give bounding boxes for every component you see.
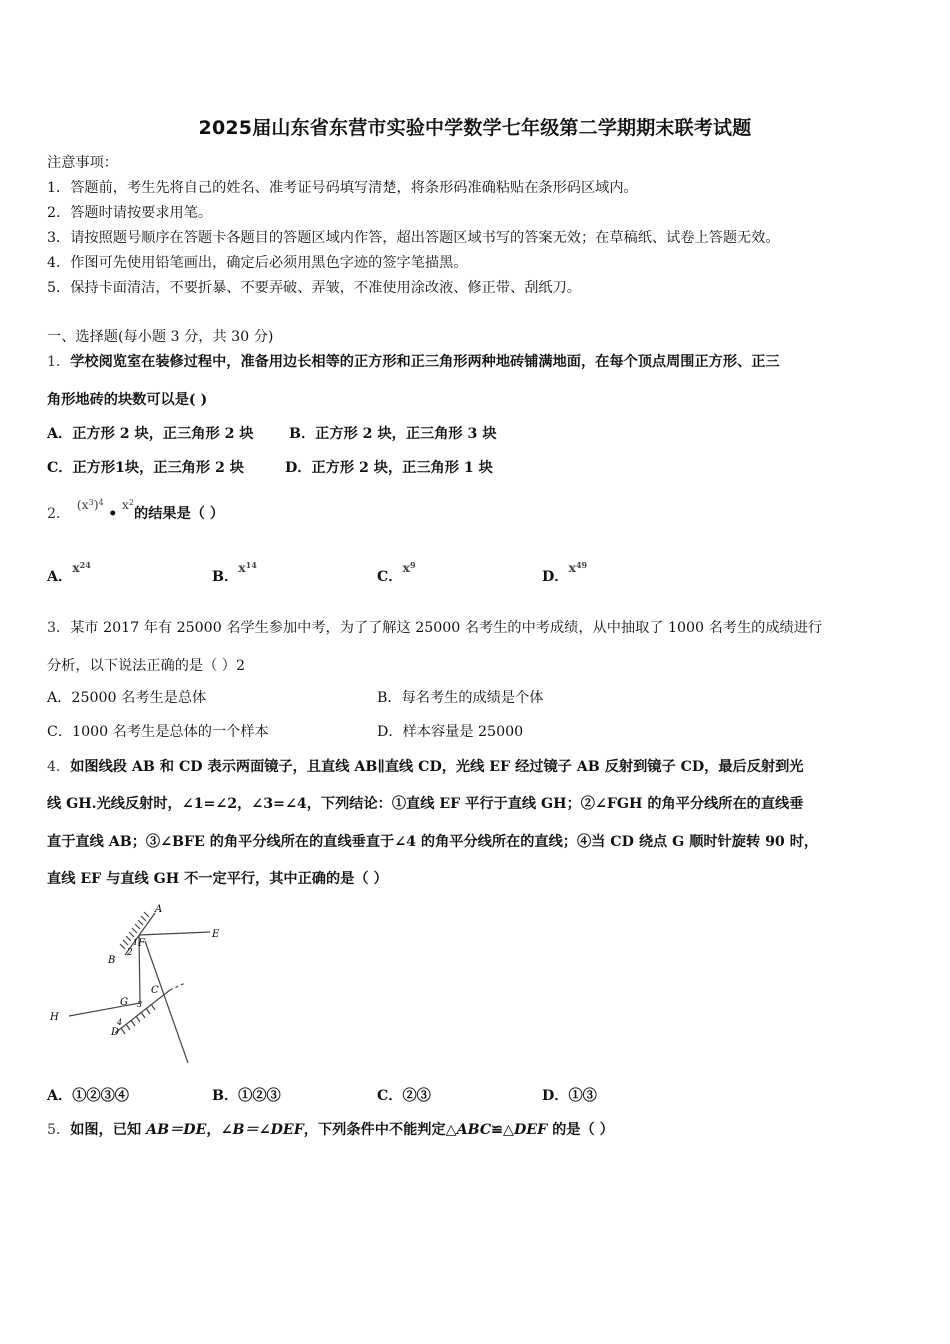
power-expression: $(x^3)^4$: [76, 497, 104, 512]
question-4-line-3: 直于直线 AB；③∠BFE 的角平分线所在的直线垂直于∠4 的角平分线所在的直线；④当 CD 绕点 G 顺时针旋转 90 时，: [47, 834, 819, 850]
mirror-reflection-figure: [45, 895, 235, 1070]
q4-option-d: D．①③: [542, 1088, 597, 1104]
notice-item-5: 5．保持卡面清洁，不要折暴、不要弄破、弄皱，不准使用涂改液、修正带、刮纸刀。: [47, 280, 581, 296]
question-1-line-2: 角形地砖的块数可以是( ): [47, 392, 208, 408]
notice-item-1: 1．答题前，考生先将自己的姓名、准考证号码填写清楚，将条形码准确粘贴在条形码区域内。: [47, 180, 638, 196]
question-4-line-4: 直线 EF 与直线 GH 不一定平行，其中正确的是（ ）: [47, 871, 388, 887]
q2-option-b: B．$x^{14}$: [212, 560, 257, 585]
label-h: H: [50, 1012, 59, 1023]
question-text: 某市 2017 年有 25000 名学生参加中考，为了了解这 25000 名考生的中考成绩，从中抽取了 1000 名考生的成绩进行: [70, 620, 823, 636]
q2-option-c: C．$x^9$: [377, 560, 416, 585]
question-1-line-1: [47, 351, 780, 371]
q1-option-c: C．正方形1块，正三角形 2 块: [47, 460, 244, 476]
page-title: 2025届山东省东营市实验中学数学七年级第二学期期末联考试题: [198, 117, 752, 139]
label-a: A: [155, 904, 163, 915]
q1-option-d: D．正方形 2 块，正三角形 1 块: [285, 460, 493, 476]
label-e: E: [212, 929, 220, 940]
question-5: 5．如图，已知 AB＝DE，∠B＝∠DEF，下列条件中不能判定△ABC≌△DEF 的是（ ）: [47, 1122, 614, 1138]
question-text: 如图线段 AB 和 CD 表示两面镜子，且直线 AB∥直线 CD，光线 EF 经过镜子 AB 反射到镜子 CD，最后反射到光: [70, 759, 804, 775]
question-number: 4．: [47, 759, 71, 775]
section-heading: 一、选择题(每小题 3 分，共 30 分): [47, 329, 274, 345]
question-number: 2．: [47, 506, 71, 522]
label-g: G: [120, 997, 128, 1008]
ray-ef: [139, 932, 210, 935]
question-text: 学校阅览室在装修过程中，准备用边长相等的正方形和正三角形两种地砖铺满地面，在每个顶点周围正方形、正三: [70, 354, 780, 370]
question-text: 的结果是（ ）: [134, 506, 225, 522]
dashed-extension: [170, 983, 185, 990]
question-2: [47, 497, 225, 523]
power-expression: $x^9$: [402, 560, 416, 575]
notice-item-3: 3．请按照题号顺序在答题卡各题目的答题区域内作答，超出答题区域书写的答案无效；在草稿纸、试卷上答题无效。: [47, 230, 780, 246]
q3-option-a: A．25000 名考生是总体: [47, 690, 207, 706]
question-number: 1．: [47, 354, 71, 370]
q1-option-b: B．正方形 2 块，正三角形 3 块: [289, 426, 497, 442]
power-expression: $x^{24}$: [72, 560, 91, 575]
multiply-dot: •: [108, 506, 118, 522]
q3-option-d: D．样本容量是 25000: [377, 724, 524, 740]
question-4-line-1: [47, 756, 803, 776]
q1-option-a: A．正方形 2 块，正三角形 2 块: [47, 426, 254, 442]
notice-item-4: 4．作图可先使用铅笔画出，确定后必须用黑色字迹的签字笔描黑。: [47, 255, 468, 271]
ray-gh: [69, 1003, 140, 1016]
label-d: D: [111, 1027, 120, 1038]
power-expression: $x^{14}$: [238, 560, 257, 575]
q2-option-a: A．$x^{24}$: [47, 560, 91, 585]
notice-heading: 注意事项：: [47, 155, 118, 171]
label-angle-1: 1: [133, 938, 139, 947]
q4-option-b: B．①②③: [212, 1088, 281, 1104]
q4-option-a: A．①②③④: [47, 1088, 129, 1104]
question-3-line-2: 分析，以下说法正确的是（ ）2: [47, 658, 245, 674]
question-number: 3．: [47, 620, 71, 636]
notice-item-2: 2．答题时请按要求用笔。: [47, 205, 213, 221]
label-angle-3: 3: [137, 1000, 143, 1009]
label-f: F: [138, 938, 145, 949]
q4-option-c: C．②③: [377, 1088, 431, 1104]
power-expression: $x^{49}$: [568, 560, 588, 575]
label-c: C: [151, 985, 159, 996]
label-angle-2: 2: [127, 948, 133, 958]
q2-option-d: D．$x^{49}$: [542, 560, 588, 585]
label-b: B: [108, 955, 116, 966]
question-4-line-2: 线 GH.光线反射时，∠1=∠2，∠3=∠4，下列结论：①直线 EF 平行于直线 GH；②∠FGH 的角平分线所在的直线垂: [47, 796, 804, 812]
question-3-line-1: [47, 617, 822, 637]
q3-option-c: C．1000 名考生是总体的一个样本: [47, 724, 269, 740]
label-angle-4: 4: [117, 1018, 123, 1027]
question-number: 5．: [47, 1122, 71, 1138]
q3-option-b: B．每名考生的成绩是个体: [377, 690, 544, 706]
normal-line: [145, 941, 188, 1063]
power-expression: $x^2$: [121, 497, 135, 512]
